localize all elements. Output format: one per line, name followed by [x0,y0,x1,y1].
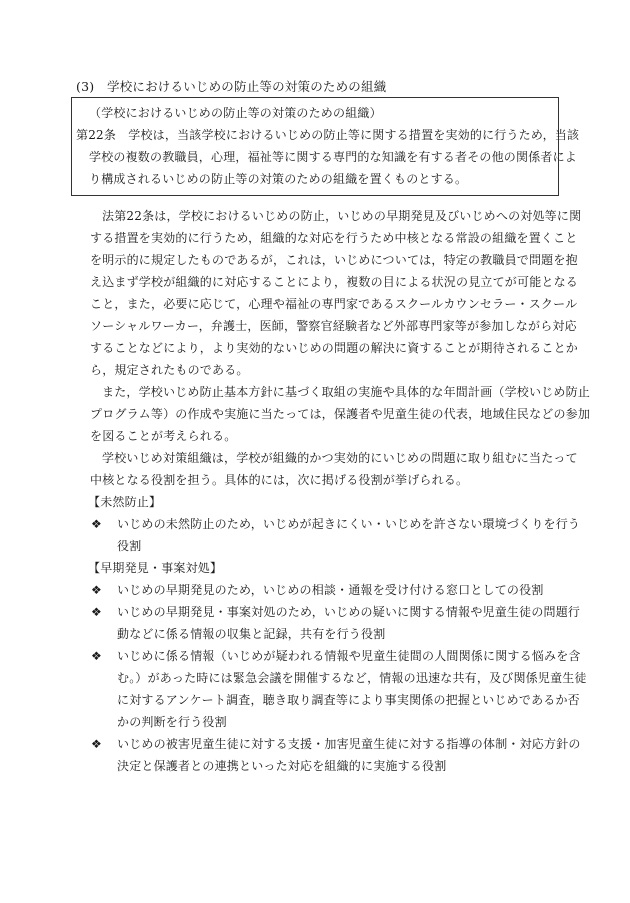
group-heading-early: 【早期発見・事案対処】 [88,561,223,575]
paragraph-line: ら，規定されたものである。 [90,363,249,377]
diamond-bullet-icon: ❖ [91,737,102,751]
law-article-box [71,97,580,196]
paragraph-line: また，学校いじめ防止基本方針に基づく取組の実施や具体的な年間計画（学校いじめ防止 [102,385,591,399]
paragraph-line: 中核となる役割を担う。具体的には，次に掲げる役割が挙げられる。 [90,473,469,487]
list-item-line: いじめの早期発見のため，いじめの相談・通報を受け付ける窓口としての役割 [117,583,544,597]
paragraph-line: ソーシャルワーカー，弁護士，医師，警察官経験者など外部専門家等が参加しながら対応 [90,319,577,333]
list-item-line: いじめの被害児童生徒に対する支援・加害児童生徒に対する指導の体制・対応方針の [117,737,581,751]
section-heading: (3) 学校におけるいじめの防止等の対策のための組織 [76,79,387,94]
diamond-bullet-icon: ❖ [91,583,102,597]
paragraph-line: を明示的に規定したものであるが，これは，いじめについては，特定の教職員で問題を抱 [90,253,578,267]
diamond-bullet-icon: ❖ [91,649,102,663]
diamond-bullet-icon: ❖ [91,605,102,619]
diamond-bullet-icon: ❖ [91,517,102,531]
list-item-line: 動などに係る情報の収集と記録，共有を行う役割 [117,627,386,641]
paragraph-line: することなどにより，より実効的ないじめの問題の解決に資することが期待されることか [90,341,579,355]
list-item-line: かの判断を行う役割 [117,715,227,729]
law-article-line: り構成されるいじめの防止等の対策のための組織を置くものとする。 [89,172,468,186]
paragraph-line: こと，また，必要に応じて，心理や福祉の専門家であるスクールカウンセラー・スクール [90,297,578,311]
paragraph-line: え込まず学校が組織的に対応することにより，複数の目による状況の見立てが可能となる [90,275,579,289]
list-item-line: いじめの早期発見・事案対処のため，いじめの疑いに関する情報や児童生徒の問題行 [117,605,581,619]
list-item-line: いじめの未然防止のため，いじめが起きにくい・いじめを許さない環境づくりを行う [117,517,581,531]
group-heading-prevention: 【未然防止】 [88,495,162,509]
law-article-title: （学校におけるいじめの防止等の対策のための組織） [89,106,382,120]
list-item-line: に対するアンケート調査，聴き取り調査等により事実関係の把握といじめであるか否 [117,693,580,707]
list-item-line: 決定と保護者との連携といった対応を組織的に実施する役割 [117,759,447,773]
paragraph-line: する措置を実効的に行うため，組織的な対応を行うため中核となる常設の組織を置くこと [90,231,578,245]
paragraph-line: プログラム等）の作成や実施に当たっては，保護者や児童生徒の代表，地域住民などの参加 [90,407,591,421]
law-article-line: 第22条 学校は，当該学校におけるいじめの防止等に関する措置を実効的に行うため，当該 [76,128,580,142]
paragraph-line: 法第22条は，学校におけるいじめの防止，いじめの早期発見及びいじめへの対処等に関 [102,209,582,223]
list-item-line: む。）があった時には緊急会議を開催するなど，情報の迅速な共有，及び関係児童生徒 [117,671,587,685]
paragraph-line: 学校いじめ対策組織は，学校が組織的かつ実効的にいじめの問題に取り組むに当たって [102,451,578,465]
list-item-line: いじめに係る情報（いじめが疑われる情報や児童生徒間の人間関係に関する悩みを含 [117,649,581,663]
law-article-line: 学校の複数の教職員，心理，福祉等に関する専門的な知識を有する者その他の関係者によ [89,150,578,164]
list-item-line: 役割 [117,539,142,553]
paragraph-line: を図ることが考えられる。 [90,429,237,443]
